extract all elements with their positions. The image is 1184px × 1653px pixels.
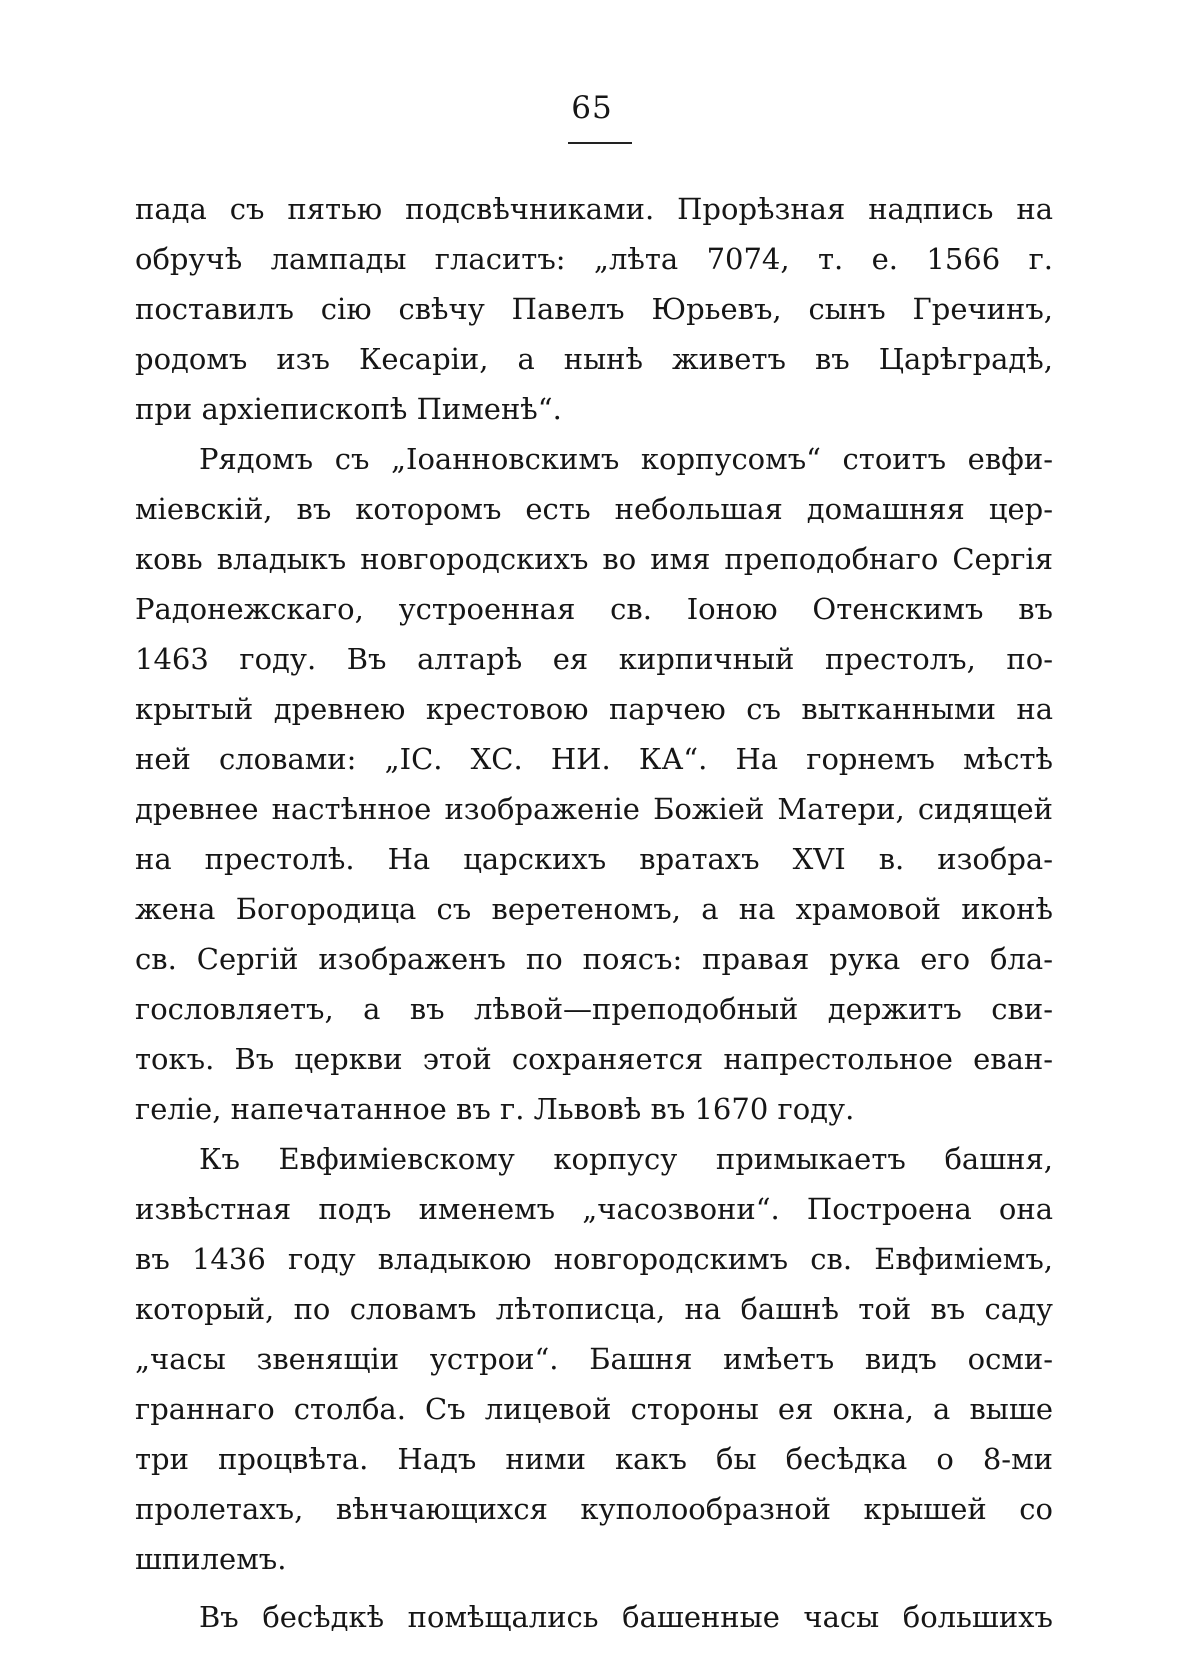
text-line: 1463 году. Въ алтарѣ ея кирпичный престолъ, по- xyxy=(135,642,1053,676)
text-line: гословляетъ, а въ лѣвой—преподобный держитъ сви- xyxy=(135,992,1053,1026)
text-line: въ 1436 году владыкою новгородскимъ св. Евфимiемъ, xyxy=(135,1242,1053,1276)
text-line: крытый древнею крестовою парчею съ вытканными на xyxy=(135,692,1053,726)
text-line: шпилемъ. xyxy=(135,1542,287,1576)
text-line: родомъ изъ Кесарiи, а нынѣ живетъ въ Царѣградѣ, xyxy=(135,342,1053,376)
text-line: гелiе, напечатанное въ г. Львовѣ въ 1670 году. xyxy=(135,1092,855,1126)
paragraph-4 xyxy=(135,1592,1053,1642)
text-line: жена Богородица съ веретеномъ, а на храмовой иконѣ xyxy=(135,892,1053,926)
text-line: ковь владыкъ новгородскихъ во имя преподобнаго Сергiя xyxy=(135,542,1053,576)
text-line: извѣстная подъ именемъ „часозвони“. Построена она xyxy=(135,1192,1053,1226)
text-line: на престолѣ. На царскихъ вратахъ XVI в. изобра- xyxy=(135,842,1053,876)
text-line: Къ Евфимiевскому корпусу примыкаетъ башня, xyxy=(199,1142,1053,1176)
text-line: ней словами: „IС. ХС. НИ. КА“. На горнемъ мѣстѣ xyxy=(135,742,1053,776)
text-line: при архiепископѣ Пименѣ“. xyxy=(135,392,562,426)
paragraph-1 xyxy=(135,184,1053,434)
text-line: токъ. Въ церкви этой сохраняется напрестольное еван- xyxy=(135,1042,1053,1076)
text-line: поставилъ сiю свѣчу Павелъ Юрьевъ, сынъ Гречинъ, xyxy=(135,292,1053,326)
paragraph-3 xyxy=(135,1134,1053,1584)
text-line: граннаго столба. Съ лицевой стороны ея окна, а выше xyxy=(135,1392,1053,1426)
text-line: „часы звенящiи устрои“. Башня имѣетъ видъ осми- xyxy=(135,1342,1053,1376)
body-text xyxy=(135,184,1053,1642)
text-line: Въ бесѣдкѣ помѣщались башенные часы большихъ xyxy=(199,1600,1053,1634)
text-line: пада съ пятью подсвѣчниками. Прорѣзная надпись на xyxy=(135,192,1053,226)
page-number-rule xyxy=(568,142,632,144)
text-line: мiевскiй, въ которомъ есть небольшая домашняя цер- xyxy=(135,492,1053,526)
text-line: который, по словамъ лѣтописца, на башнѣ той въ саду xyxy=(135,1292,1053,1326)
text-line: пролетахъ, вѣнчающихся куполообразной крышей со xyxy=(135,1492,1053,1526)
text-line: Радонежскаго, устроенная св. Iоною Отенскимъ въ xyxy=(135,592,1053,626)
paragraph-gap xyxy=(135,1584,1053,1592)
text-line: древнее настѣнное изображенiе Божiей Матери, сидящей xyxy=(135,792,1053,826)
page-number: 65 xyxy=(571,90,613,126)
text-line: св. Сергiй изображенъ по поясъ: правая рука его бла- xyxy=(135,942,1053,976)
text-line: Рядомъ съ „Iоанновскимъ корпусомъ“ стоитъ евфи- xyxy=(199,442,1053,476)
text-line: обручѣ лампады гласитъ: „лѣта 7074, т. е. 1566 г. xyxy=(135,242,1053,276)
paragraph-2 xyxy=(135,434,1053,1134)
text-line: три процвѣта. Надъ ними какъ бы бесѣдка о 8-ми xyxy=(135,1442,1053,1476)
